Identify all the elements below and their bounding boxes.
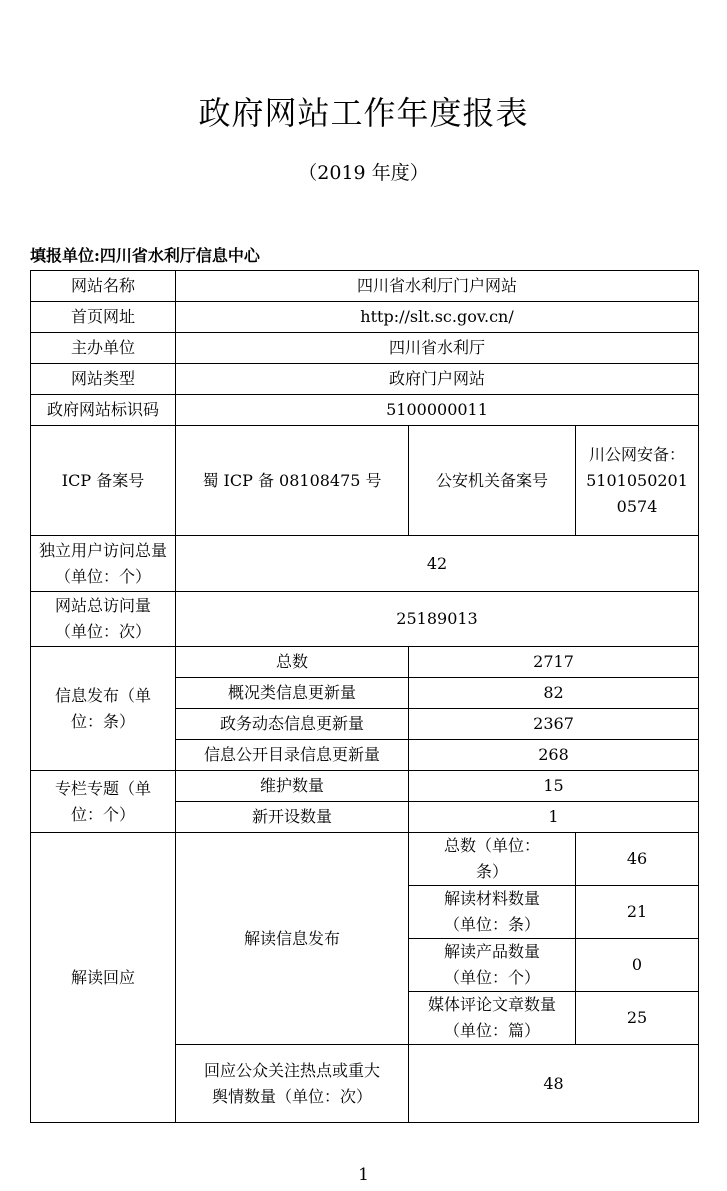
unique-visitors-label: 独立用户访问总量（单位：个） — [31, 536, 176, 592]
catalog-update-label: 信息公开目录信息更新量 — [176, 740, 409, 771]
site-code-value: 5100000011 — [176, 395, 699, 426]
site-name-value: 四川省水利厅门户网站 — [176, 271, 699, 302]
interp-material-label: 解读材料数量（单位：条） — [409, 886, 576, 939]
maintained-value: 15 — [409, 771, 699, 802]
info-total-label: 总数 — [176, 647, 409, 678]
table-row — [31, 333, 699, 364]
table-row — [31, 833, 699, 886]
report-year: （2019 年度） — [298, 162, 429, 184]
new-columns-label: 新开设数量 — [176, 802, 409, 833]
site-code-label: 政府网站标识码 — [31, 395, 176, 426]
police-record-label: 公安机关备案号 — [409, 426, 576, 536]
public-response-label: 回应公众关注热点或重大舆情数量（单位：次） — [176, 1045, 409, 1123]
table-row — [31, 302, 699, 333]
homepage-label: 首页网址 — [31, 302, 176, 333]
table-row — [31, 364, 699, 395]
table-row — [31, 426, 699, 536]
icp-value: 蜀 ICP 备 08108475 号 — [176, 426, 409, 536]
police-record-value: 川公网安备：51010502010574 — [576, 426, 699, 536]
table-row — [31, 536, 699, 592]
total-visits-label: 网站总访问量（单位：次） — [31, 592, 176, 647]
sponsor-label: 主办单位 — [31, 333, 176, 364]
interp-total-value: 46 — [576, 833, 699, 886]
table-row — [31, 271, 699, 302]
page-number: 1 — [358, 1165, 369, 1185]
site-type-value: 政府门户网站 — [176, 364, 699, 395]
public-response-value: 48 — [409, 1045, 699, 1123]
media-article-value: 25 — [576, 992, 699, 1045]
new-columns-value: 1 — [409, 802, 699, 833]
report-table — [30, 270, 699, 1123]
site-type-label: 网站类型 — [31, 364, 176, 395]
maintained-label: 维护数量 — [176, 771, 409, 802]
reporting-unit: 填报单位:四川省水利厅信息中心 — [30, 246, 260, 265]
table-row — [31, 771, 699, 802]
overview-update-label: 概况类信息更新量 — [176, 678, 409, 709]
unique-visitors-value: 42 — [176, 536, 699, 592]
icp-label: ICP 备案号 — [31, 426, 176, 536]
homepage-url: http://slt.sc.gov.cn/ — [176, 302, 699, 333]
info-publish-label: 信息发布（单位：条） — [31, 647, 176, 771]
page-title: 政府网站工作年度报表 — [198, 94, 529, 132]
table-row — [31, 395, 699, 426]
interp-product-value: 0 — [576, 939, 699, 992]
interpretation-label: 解读回应 — [31, 833, 176, 1123]
info-total-value: 2717 — [409, 647, 699, 678]
table-row — [31, 592, 699, 647]
affairs-update-value: 2367 — [409, 709, 699, 740]
overview-update-value: 82 — [409, 678, 699, 709]
interp-product-label: 解读产品数量（单位：个） — [409, 939, 576, 992]
total-visits-value: 25189013 — [176, 592, 699, 647]
media-article-label: 媒体评论文章数量（单位：篇） — [409, 992, 576, 1045]
site-name-label: 网站名称 — [31, 271, 176, 302]
sponsor-value: 四川省水利厅 — [176, 333, 699, 364]
interp-material-value: 21 — [576, 886, 699, 939]
affairs-update-label: 政务动态信息更新量 — [176, 709, 409, 740]
catalog-update-value: 268 — [409, 740, 699, 771]
table-row — [31, 647, 699, 678]
interp-total-label: 总数（单位：条） — [409, 833, 576, 886]
columns-label: 专栏专题（单位：个） — [31, 771, 176, 833]
interpretation-publish-label: 解读信息发布 — [176, 833, 409, 1045]
